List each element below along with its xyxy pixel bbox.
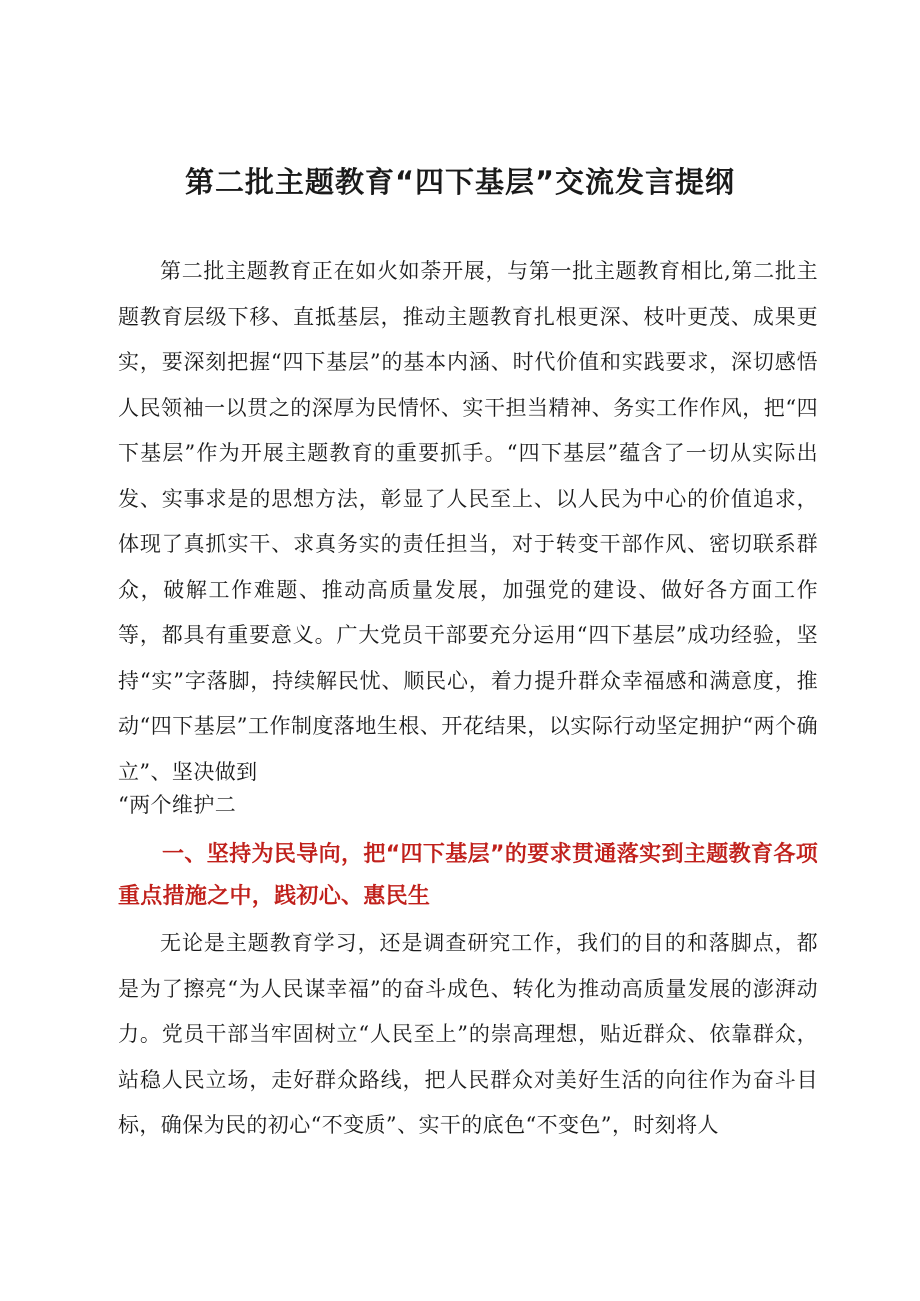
document-title: 第二批主题教育“四下基层”交流发言提纲 (184, 165, 736, 199)
intro-trailing-line: “两个维护二 (118, 793, 237, 817)
section-1-paragraph: 无论是主题教育学习，还是调查研究工作，我们的目的和落脚点，都是为了擦亮“为人民谋幸福”的奋斗成色、转化为推动高质量发展的澎湃动力。党员干部当牢固树立“人民至上”的崇高理想，贴近群众、依靠群众，站稳人民立场，走好群众路线，把人民群众对美好生活的向往作为奋斗目标，确保为民的初心“不变质”、实干的底色“不变色”，时刻将人 (118, 931, 818, 1137)
intro-paragraph: 第二批主题教育正在如火如荼开展，与第一批主题教育相比,第二批主题教育层级下移、直抵基层，推动主题教育扎根更深、枝叶更茂、成果更实，要深刻把握“四下基层”的基本内涵、时代价值和实践要求，深切感悟人民领袖一以贯之的深厚为民情怀、实干担当精神、务实工作作风，把“四下基层”作为开展主题教育的重要抓手。“四下基层”蕴含了一切从实际出发、实事求是的思想方法，彰显了人民至上、以人民为中心的价值追求，体现了真抓实干、求真务实的责任担当，对于转变干部作风、密切联系群众，破解工作难题、推动高质量发展，加强党的建设、做好各方面工作等，都具有重要意义。广大党员干部要充分运用“四下基层”成功经验，坚持“实”字落脚，持续解民忧、顺民心，着力提升群众幸福感和满意度，推动“四下基层”工作制度落地生根、开花结果，以实际行动坚定拥护“两个确立”、坚决做到 (118, 259, 818, 784)
section-1-heading: 一、坚持为民导向，把“四下基层”的要求贯通落实到主题教育各项重点措施之中，践初心、惠民生 (118, 842, 818, 909)
